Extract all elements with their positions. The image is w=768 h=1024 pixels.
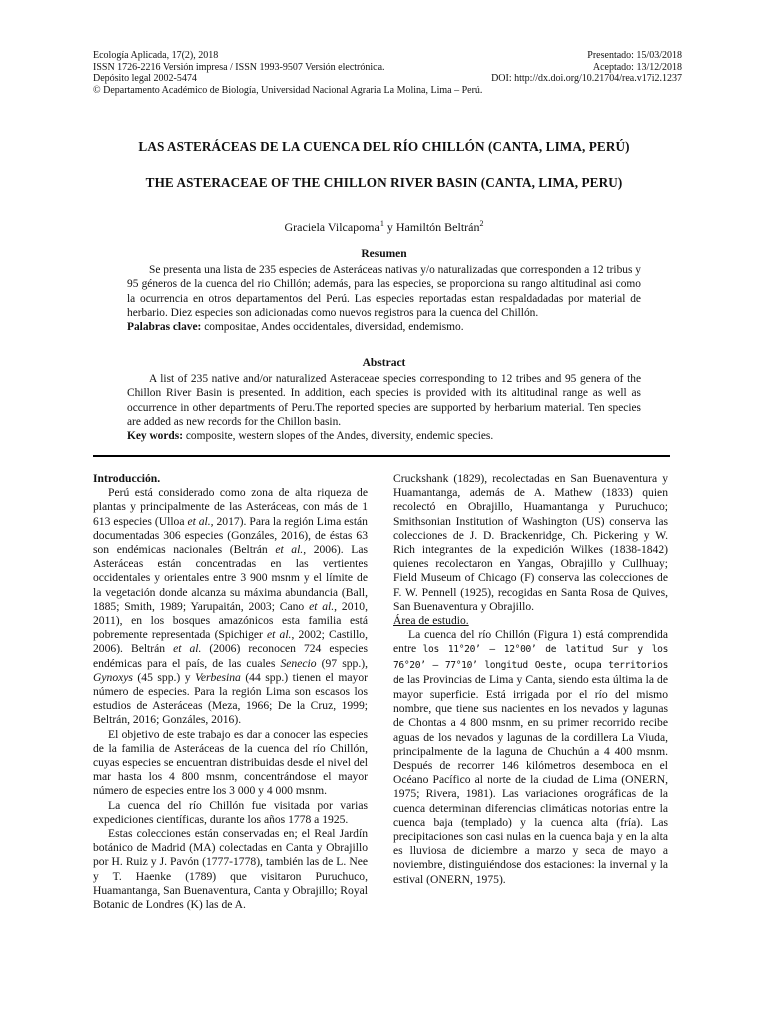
header-right — [422, 50, 682, 85]
title-spanish: LAS ASTERÁCEAS DE LA CUENCA DEL RÍO CHILLÓN (CANTA, LIMA, PERÚ) — [138, 139, 630, 154]
palabras-clave — [127, 320, 641, 334]
text-run: , 2002; Castillo, 2006). Beltrán — [93, 628, 368, 656]
author-2: Hamiltón Beltrán — [395, 220, 480, 234]
text-run: La cuenca del río Chillón (Figura 1) está comprendida entre — [393, 628, 668, 656]
text-run: (97 spp.), — [316, 656, 368, 670]
author-1: Graciela Vilcapoma — [284, 220, 380, 234]
abstract-body: A list of 235 native and/or naturalized Asteraceae species corresponding to 12 tribes and 95 genera of the Chillon River Basin is presented. In addition, each species is provided with its altitudinal range as well as occurrence in other departments of Peru.The reported species are supported by herbarium material. Ten species are added as new records for the Chillon basin. — [127, 373, 641, 428]
submitted-date: Presentado: 15/03/2018 — [587, 50, 682, 61]
intro-paragraph-2: El objetivo de este trabajo es dar a conocer las especies de la familia de Asteráceas de la cuenca del río Chillón, cuyas especies se encuentran distribuidas desde el nivel del mar hasta los 4 800 msnm, concentrándose el mayor número de especies entre los 3 000 y 4 000 msnm. — [93, 727, 368, 798]
legal-deposit: Depósito legal 2002-5474 — [93, 73, 197, 85]
accepted-date: Aceptado: 13/12/2018 — [592, 61, 682, 73]
genus-name: Senecio — [280, 656, 317, 670]
genus-name: Verbesina — [195, 670, 241, 684]
text-run: (44 spp.) tienen el mayor número de especies. Para la región Lima son escasos los estudios de Asteráceas (Meza, 1966; De la Cruz, 1999; Beltrán, 2016; Gonzáles, 2016). — [93, 670, 368, 727]
author-2-affiliation: 2 — [479, 219, 484, 228]
area-heading-text: Área de estudio. — [393, 614, 469, 628]
intro-paragraph-3: La cuenca del río Chillón fue visitada por varias expediciones científicas, durante los años 1778 a 1925. — [93, 798, 368, 826]
area-paragraph — [393, 628, 668, 887]
area-heading — [393, 614, 668, 628]
genus-name: Gynoxys — [93, 670, 133, 684]
intro-paragraph-1 — [93, 486, 368, 727]
doi-link[interactable]: DOI: http://dx.doi.org/10.21704/rea.v17i2.1237 — [491, 73, 682, 85]
resumen-block — [127, 263, 641, 334]
abstract-heading: Abstract — [362, 357, 406, 369]
text-run: et al. — [173, 642, 202, 656]
text-run: et al., — [187, 514, 214, 528]
intro-paragraph-4: Estas colecciones están conservadas en; el Real Jardín botánico de Madrid (MA) colectadas en Canta y Obrajillo por H. Ruiz y J. Pavón (1777-1778), también las de L. Nee y T. Haenke (1789) que visitaron Puruchuco, Huamantanga, San Buenaventura, Canta y Obrajillo; Royal Botanic de Londres (K) las de A. — [93, 827, 368, 912]
text-run: (45 spp.) y — [132, 670, 196, 684]
resumen-body: Se presenta una lista de 235 especies de Asteráceas nativas y/o naturalizadas que corresponden a 12 tribus y 95 géneros de la cuenca del rio Chillón; además, para las especies, se proporciona su rango altitudinal asi como la ocurrencia en otros departamentos del Perú. Las especies reportadas estan respaldadadas por material de herbario. Diez especies son adicionadas como nuevos registros para la cuenca del Chillón. — [127, 264, 641, 319]
key-words-label: Key words: — [127, 430, 183, 443]
authors — [60, 219, 708, 235]
author-1-affiliation: 1 — [379, 219, 384, 228]
issn-line: ISSN 1726-2216 Versión impresa / ISSN 1993-9507 Versión electrónica. — [93, 61, 385, 73]
left-column — [93, 472, 368, 912]
key-words — [127, 429, 641, 443]
key-words-text: composite, western slopes of the Andes, diversity, endemic species. — [183, 430, 494, 443]
text-run: et al. — [309, 599, 335, 613]
section-divider — [93, 455, 670, 457]
palabras-clave-label: Palabras clave: — [127, 321, 202, 334]
intro-heading: Introducción. — [93, 472, 161, 485]
copyright-line: © Departamento Académico de Biología, Universidad Nacional Agraria La Molina, Lima – Perú. — [93, 84, 483, 96]
text-run: , 2006). Las Asteráceas están concentradas en las vertientes occidentales y orientales entre 3 900 msnm y el límite de la vegetación donde alcanza su máxima abundancia (Ball, 1885; Smith, 1989; Yarupaitán, 2003; Cano — [93, 543, 368, 613]
text-run: et al. — [275, 543, 304, 557]
right-column — [393, 472, 668, 887]
journal-citation: Ecología Aplicada, 17(2), 2018 — [93, 50, 219, 61]
title-english: THE ASTERACEAE OF THE CHILLON RIVER BASIN (CANTA, LIMA, PERU) — [145, 175, 623, 190]
resumen-heading: Resumen — [361, 248, 407, 260]
text-run: 2017). Para la región Lima están documentadas 306 especies (Gonzáles, 2016), de éstas 63 son endémicas nacionales (Beltrán — [93, 514, 368, 557]
text-run: (2006) reconocen 724 especies endémicas para el país, de las cuales — [93, 642, 368, 670]
text-run: , 2010, 2011), en los bosques amazónicos esta familia está pobremente representada (Spichiger — [93, 599, 368, 642]
author-separator: y — [383, 220, 396, 234]
palabras-clave-text: compositae, Andes occidentales, diversidad, endemismo. — [201, 321, 464, 334]
collections-paragraph: Cruckshank (1829), recolectadas en San Buenaventura y Huamantanga, además de A. Mathew (1833) quien recolectó en Obrajillo, Huamantanga y Puruchuco; Smithsonian Institution of Washington (US) conserva las colecciones de J. D. Brackenridge, Ch. Pickering y W. Rich integrantes de la expedición Wilkes (1838-1842) quienes recolectaron en Yangas, Obrajillo y Cullhuay; Field Museum of Chicago (F) conserva las colecciones de F. W. Pennell (1925), recogidas en Santa Rosa de Quives, San Buenaventura y Obrajillo. — [393, 472, 668, 613]
text-run: et al. — [267, 628, 292, 642]
coordinates-text: los 11°20’ – 12°00’ de latitud Sur y los 76°20’ – 77°10’ longitud Oeste, ocupa territorios de — [393, 644, 668, 686]
abstract-block — [127, 372, 641, 443]
text-run: Perú está considerado como zona de alta riqueza de plantas y principalmente de las Asteráceas, con más de 1 613 especies (Ulloa — [93, 486, 368, 528]
text-run: las Provincias de Lima y Canta, siendo esta última la de mayor superficie. Está irrigada por el río del mismo nombre, que tiene sus nacientes en los nevados y lagunas de Chontas a 4 800 msnm, en su primer recorrido recibe aguas de los nevados y lagunas de la cordillera La Viuda, principalmente de la laguna de Chuchún a 4 400 msnm. Después de recorrer 146 kilómetros desemboca en el Océano Pacífico al norte de la ciudad de Lima (ONERN, 1975; Rivera, 1981). Las variaciones orográficas de la cuenca determinan diferencias climáticas notorias entre la cuenca baja (templado) y la cuenca alta (fría). Las precipitaciones son casi nulas en la cuenca baja y en la alta es lluviosa de diciembre a marzo y seca de mayo a noviembre, distinguiéndose dos estaciones: la invernal y la estival (ONERN, 1975). — [393, 672, 668, 886]
